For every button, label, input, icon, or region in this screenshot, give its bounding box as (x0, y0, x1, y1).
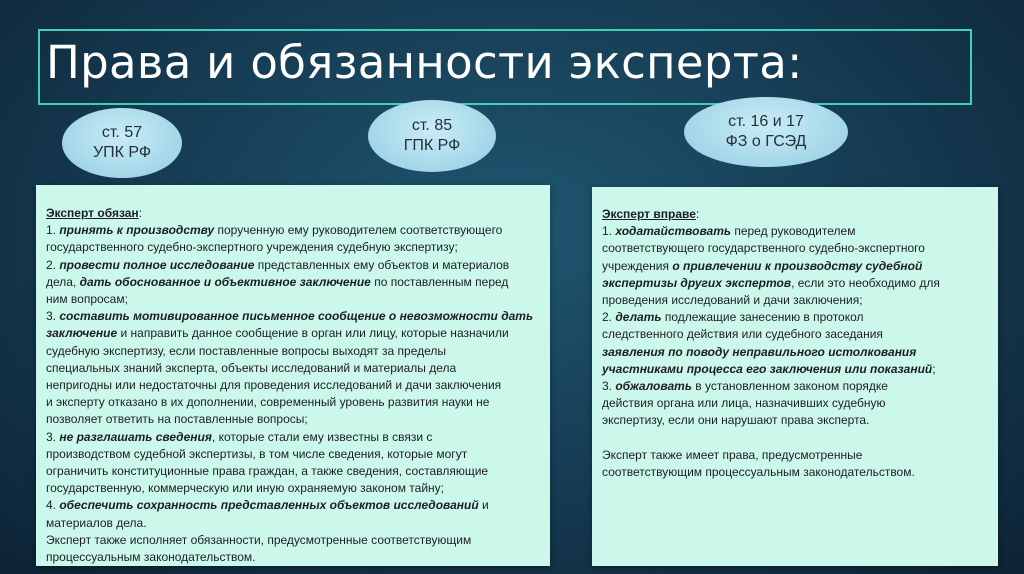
text-line (602, 258, 988, 275)
law-badge-code: ФЗ о ГСЭД (725, 133, 807, 150)
law-badge-fz-gsed (684, 97, 848, 167)
law-badge-article: ст. 85 (411, 117, 453, 134)
emphasis: делать (615, 310, 662, 325)
heading-colon: : (695, 207, 700, 221)
item-number: 4. (46, 498, 60, 513)
duties-card (36, 185, 550, 566)
law-badge-article: ст. 16 и 17 (728, 113, 804, 130)
rights-card (592, 187, 998, 566)
item-text: ; (932, 361, 936, 376)
emphasis: не разглашать сведения (59, 429, 212, 444)
item-number: 2. (46, 257, 60, 272)
law-badge-gpk (368, 100, 496, 172)
emphasis: обжаловать (615, 379, 692, 394)
text-line: государственную, коммерческую или иную охраняемую законом тайну; (46, 481, 444, 496)
emphasis: заключение (46, 326, 118, 341)
item-text: дела, (46, 274, 80, 289)
duty-item-3 (46, 308, 540, 325)
text-line: экспертизу, если они нарушают права эксперта. (602, 413, 870, 428)
text-line: и эксперту отказано в их дополнении, современный уровень развития науки не (46, 395, 490, 410)
text-line: ним вопросам; (46, 292, 128, 307)
rights-heading: Эксперт вправе (602, 207, 696, 221)
item-text: и (478, 498, 489, 513)
text-line: Эксперт также имеет права, предусмотренные (602, 447, 863, 462)
duty-item-2 (46, 257, 540, 274)
text-line: государственного судебно-экспертного учреждения судебную экспертизу; (46, 240, 458, 255)
text-line (46, 274, 540, 291)
rights-heading-line (602, 206, 988, 223)
item-number: 1. (602, 224, 616, 239)
text-line (602, 361, 988, 378)
law-badge-code: УПК РФ (92, 144, 152, 161)
item-text: , если это необходимо для (791, 275, 940, 290)
text-line: проведения исследований и дачи заключения; (602, 293, 863, 308)
rights-text (602, 206, 988, 481)
emphasis: участниками процесса его заключения или показаний (602, 361, 933, 376)
text-line: судебную экспертизу, если поставленные вопросы выходят за пределы (46, 343, 447, 358)
text-line: действия органа или лица, назначивших судебную (602, 396, 886, 411)
emphasis: составить мотивированное письменное сообщение о невозможности дать (59, 309, 534, 324)
emphasis: дать обоснованное и объективное заключение (79, 274, 371, 289)
duties-heading-line (46, 205, 540, 222)
text-line: соответствующим процессуальным законодательством. (602, 464, 915, 479)
item-text: в установленном законом порядке (691, 379, 888, 394)
law-badge-article: ст. 57 (101, 124, 143, 141)
text-line: материалов дела. (46, 515, 147, 530)
item-number: 3. (46, 309, 60, 324)
item-text: по поставленным перед (370, 274, 509, 289)
paragraph-gap (602, 430, 988, 447)
slide-title: Права и обязанности эксперта: (46, 36, 803, 89)
emphasis: о привлечении к производству судебной (672, 258, 923, 273)
item-text: подлежащие занесению в протокол (661, 310, 864, 325)
text-line: непригодны или недостаточны для проведения исследований и дачи заключения (46, 378, 502, 393)
item-text: , которые стали ему известны в связи с (211, 429, 433, 444)
right-item-3 (602, 378, 988, 395)
item-number: 2. (602, 310, 616, 325)
text-line: Эксперт также исполняет обязанности, предусмотренные соответствующим (46, 532, 472, 547)
text-line: специальных знаний эксперта, объекты исследований и материалы дела (46, 360, 457, 375)
text-line: ограничить конституционные права граждан, а также сведения, составляющие (46, 464, 489, 479)
text-line: соответствующего государственного судебно-экспертного (602, 241, 925, 256)
item-text: порученную ему руководителем соответствующего (214, 223, 503, 238)
emphasis: экспертизы других экспертов (602, 275, 792, 290)
item-text: представленных ему объектов и материалов (254, 257, 510, 272)
duties-heading: Эксперт обязан (46, 206, 139, 220)
text-line: позволяет ответить на поставленные вопросы; (46, 412, 308, 427)
duty-item-1 (46, 222, 540, 239)
right-item-1 (602, 223, 988, 240)
item-text: перед руководителем (731, 224, 856, 239)
emphasis: принять к производству (59, 223, 215, 238)
item-number: 1. (46, 223, 60, 238)
duty-item-4 (46, 429, 540, 446)
duty-item-5 (46, 497, 540, 514)
emphasis: ходатайствовать (615, 224, 731, 239)
text-line: заявления по поводу неправильного истолкования (602, 344, 917, 359)
text-line (602, 275, 988, 292)
duties-text (46, 205, 540, 566)
item-text: и направить данное сообщение в орган или лицу, которые назначили (117, 326, 509, 341)
text-line: следственного действия или судебного заседания (602, 327, 883, 342)
item-number: 3. (602, 379, 616, 394)
text-line (46, 325, 540, 342)
law-badge-upk (62, 108, 182, 178)
text-line: процессуальным законодательством. (46, 550, 256, 565)
item-number: 3. (46, 429, 60, 444)
item-text: учреждения (602, 258, 673, 273)
text-line: производством судебной экспертизы, в том числе сведения, которые могут (46, 446, 468, 461)
heading-colon: : (138, 206, 143, 220)
emphasis: провести полное исследование (59, 257, 255, 272)
right-item-2 (602, 309, 988, 326)
emphasis: обеспечить сохранность представленных объектов исследований (59, 498, 479, 513)
law-badge-code: ГПК РФ (403, 137, 461, 154)
